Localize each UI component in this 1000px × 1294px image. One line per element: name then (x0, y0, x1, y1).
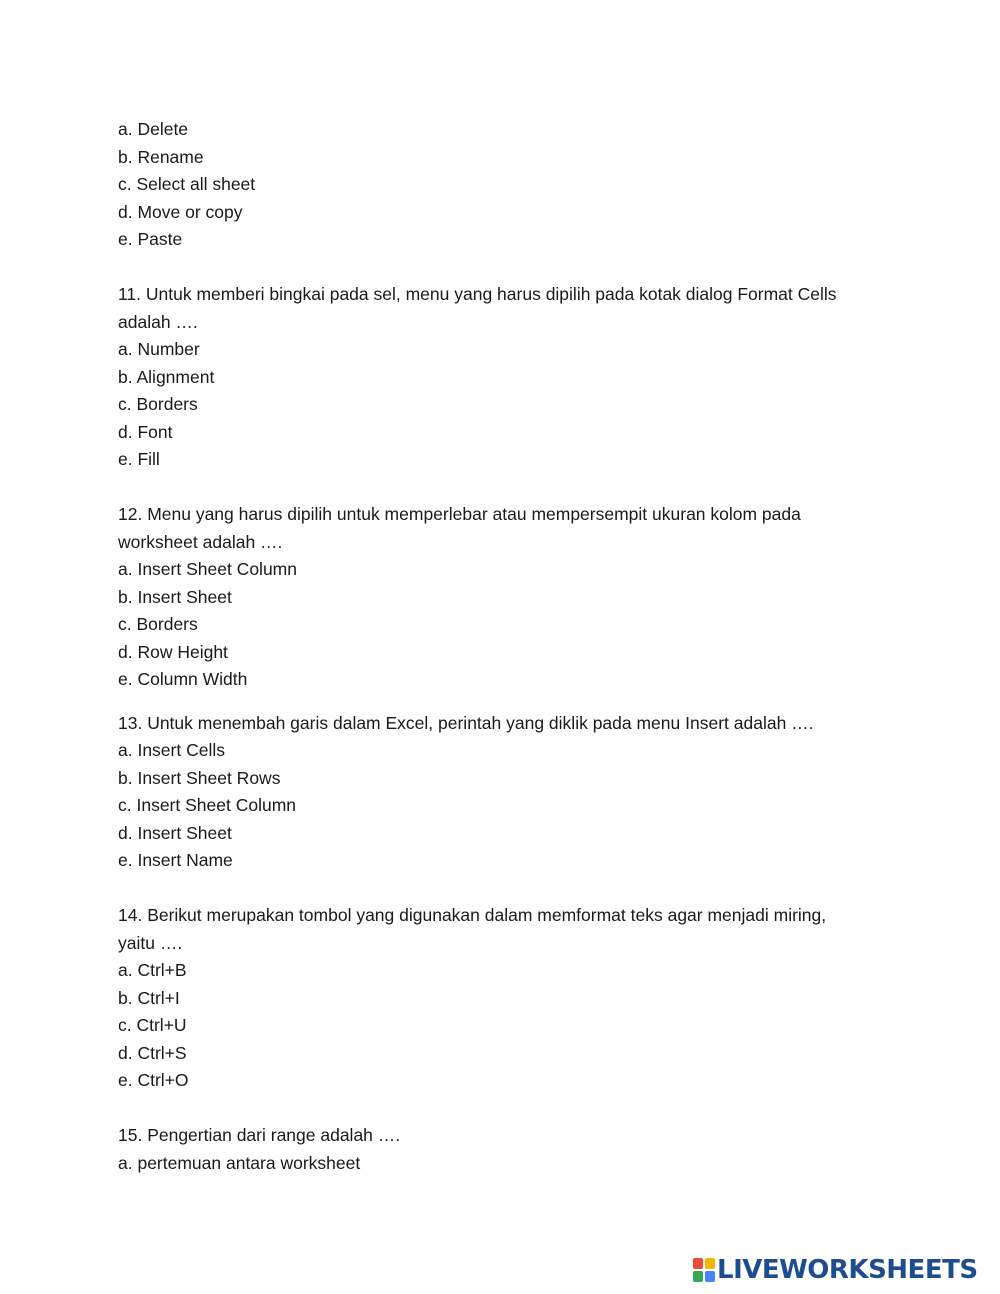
option-c: c. Ctrl+U (118, 1015, 187, 1035)
option-d: d. Insert Sheet (118, 822, 232, 843)
liveworksheets-logo (693, 1255, 978, 1285)
question-list (118, 116, 878, 1177)
option-b: b. Insert Sheet (118, 586, 232, 607)
question-text-cont: adalah …. (118, 311, 198, 332)
logo-text: LIVEWORKSHEETS (717, 1255, 978, 1285)
option-b: b. Alignment (118, 366, 215, 387)
option-e: e. Paste (118, 229, 183, 249)
option-a: a. Insert Sheet Column (118, 559, 297, 579)
option-d: d. Font (118, 421, 173, 442)
option-a: a. Delete (118, 119, 189, 139)
option-a: a. Ctrl+B (118, 960, 187, 980)
option-a: a. pertemuan antara worksheet (118, 1152, 361, 1173)
option-d: d. Ctrl+S (118, 1042, 187, 1063)
option-a: a. Number (118, 339, 200, 359)
option-d: d. Move or copy (118, 201, 243, 222)
option-b: b. Rename (118, 146, 204, 167)
question-11 (118, 281, 878, 474)
option-c: c. Insert Sheet Column (118, 795, 296, 815)
option-a: a. Insert Cells (118, 740, 225, 760)
question-text: 11. Untuk memberi bingkai pada sel, menu yang harus dipilih pada kotak dialog Format Cells (118, 284, 837, 304)
question-text-cont: worksheet adalah …. (118, 531, 283, 552)
question-text: 15. Pengertian dari range adalah …. (118, 1125, 401, 1145)
liveworksheets-logo-icon (693, 1258, 715, 1282)
question-text: 13. Untuk menembah garis dalam Excel, perintah yang diklik pada menu Insert adalah …. (118, 712, 814, 733)
option-c: c. Borders (118, 614, 198, 634)
option-b: b. Insert Sheet Rows (118, 767, 281, 788)
option-e: e. Insert Name (118, 850, 233, 870)
question-12 (118, 501, 878, 694)
question-13 (118, 710, 878, 875)
question-14 (118, 902, 878, 1095)
option-d: d. Row Height (118, 641, 228, 662)
option-e: e. Fill (118, 449, 160, 469)
option-c: c. Select all sheet (118, 174, 256, 194)
option-b: b. Ctrl+I (118, 987, 180, 1008)
question-text: 12. Menu yang harus dipilih untuk memperlebar atau mempersempit ukuran kolom pada (118, 504, 801, 524)
option-e: e. Ctrl+O (118, 1070, 189, 1090)
question-10 (118, 116, 878, 254)
question-text: 14. Berikut merupakan tombol yang digunakan dalam memformat teks agar menjadi miring, (118, 905, 827, 925)
option-e: e. Column Width (118, 669, 248, 689)
question-text-cont: yaitu …. (118, 932, 183, 953)
question-15 (118, 1122, 878, 1177)
option-c: c. Borders (118, 394, 198, 414)
